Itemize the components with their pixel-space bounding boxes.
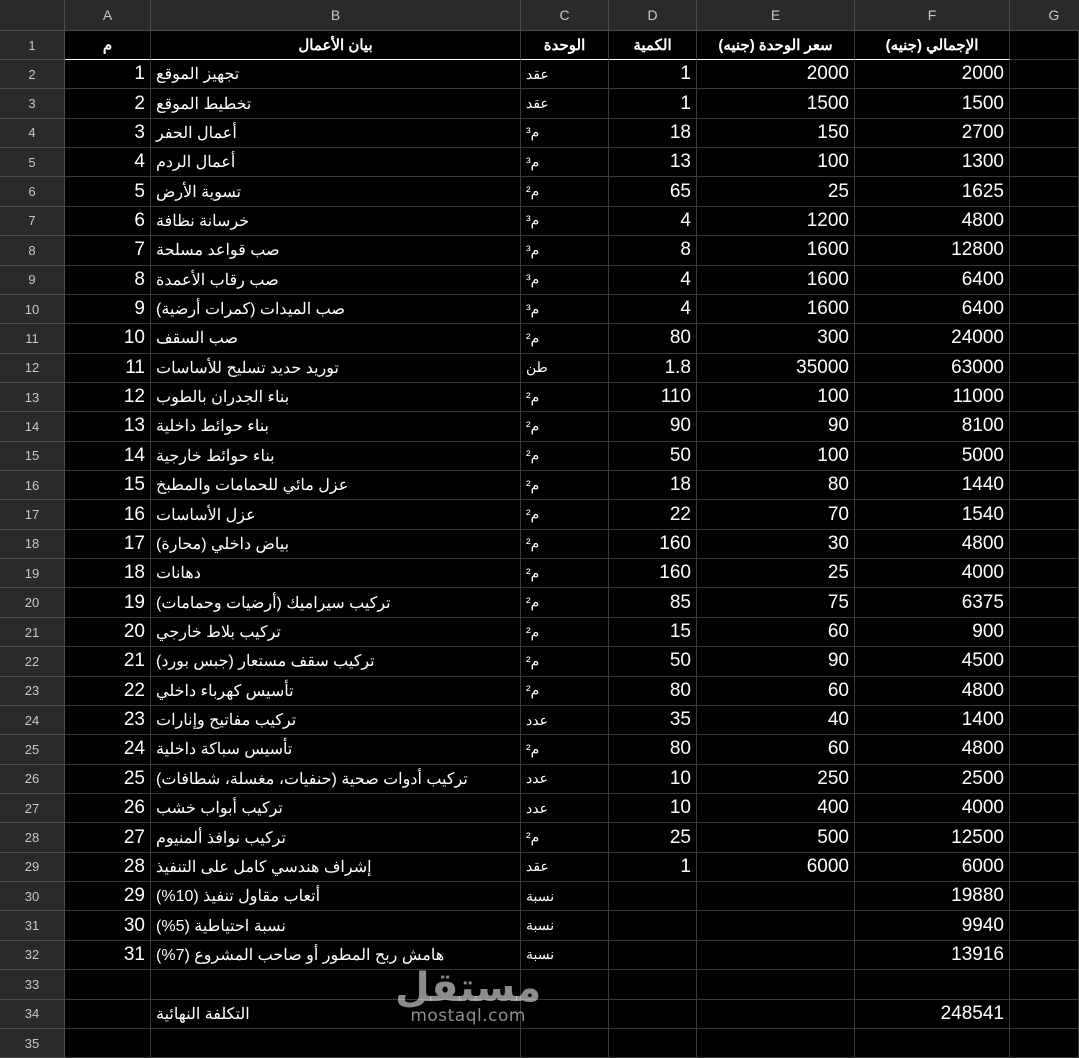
- row-header-22[interactable]: 22: [0, 647, 65, 676]
- item-quantity-cell[interactable]: 18: [609, 119, 697, 148]
- empty-cell-g[interactable]: [1010, 177, 1079, 206]
- item-quantity-cell[interactable]: 80: [609, 677, 697, 706]
- row-header-28[interactable]: 28: [0, 823, 65, 852]
- item-description-cell[interactable]: بناء حوائط خارجية: [151, 442, 521, 471]
- item-description-cell[interactable]: تركيب سقف مستعار (جبس بورد): [151, 647, 521, 676]
- column-header-g[interactable]: G: [1010, 0, 1079, 31]
- item-unit-cell[interactable]: عدد: [521, 765, 609, 794]
- item-quantity-cell[interactable]: 160: [609, 530, 697, 559]
- item-total-cell[interactable]: 4500: [855, 647, 1010, 676]
- row-header-24[interactable]: 24: [0, 706, 65, 735]
- item-number-cell[interactable]: 21: [65, 647, 151, 676]
- row-header-6[interactable]: 6: [0, 177, 65, 206]
- item-unit-cell[interactable]: م²: [521, 471, 609, 500]
- item-number-cell[interactable]: 12: [65, 383, 151, 412]
- item-number-cell[interactable]: 13: [65, 412, 151, 441]
- item-number-cell[interactable]: 24: [65, 735, 151, 764]
- item-unit-price-cell[interactable]: [697, 1000, 855, 1029]
- empty-cell-g[interactable]: [1010, 236, 1079, 265]
- item-quantity-cell[interactable]: 35: [609, 706, 697, 735]
- item-quantity-cell[interactable]: 1: [609, 60, 697, 89]
- item-unit-cell[interactable]: م²: [521, 324, 609, 353]
- item-total-cell[interactable]: 24000: [855, 324, 1010, 353]
- empty-cell-g[interactable]: [1010, 882, 1079, 911]
- item-total-cell[interactable]: 4800: [855, 530, 1010, 559]
- item-total-cell[interactable]: 4800: [855, 735, 1010, 764]
- item-description-cell[interactable]: تسوية الأرض: [151, 177, 521, 206]
- item-total-cell[interactable]: 6400: [855, 266, 1010, 295]
- item-description-cell[interactable]: صب رقاب الأعمدة: [151, 266, 521, 295]
- item-unit-cell[interactable]: [521, 1029, 609, 1058]
- empty-cell-g[interactable]: [1010, 735, 1079, 764]
- row-header-27[interactable]: 27: [0, 794, 65, 823]
- item-total-cell[interactable]: 2000: [855, 60, 1010, 89]
- item-total-cell[interactable]: 2500: [855, 765, 1010, 794]
- item-number-cell[interactable]: 22: [65, 677, 151, 706]
- item-unit-cell[interactable]: م²: [521, 647, 609, 676]
- item-unit-cell[interactable]: نسبة: [521, 911, 609, 940]
- item-number-cell[interactable]: 5: [65, 177, 151, 206]
- item-description-cell[interactable]: تجهيز الموقع: [151, 60, 521, 89]
- item-total-cell[interactable]: 2700: [855, 119, 1010, 148]
- item-total-cell[interactable]: 5000: [855, 442, 1010, 471]
- item-unit-cell[interactable]: م³: [521, 236, 609, 265]
- item-number-cell[interactable]: 16: [65, 500, 151, 529]
- item-quantity-cell[interactable]: 65: [609, 177, 697, 206]
- item-unit-price-cell[interactable]: 400: [697, 794, 855, 823]
- row-header-2[interactable]: 2: [0, 60, 65, 89]
- item-unit-price-cell[interactable]: [697, 941, 855, 970]
- row-header-3[interactable]: 3: [0, 89, 65, 118]
- item-unit-price-cell[interactable]: 30: [697, 530, 855, 559]
- item-unit-price-cell[interactable]: 100: [697, 148, 855, 177]
- item-quantity-cell[interactable]: 15: [609, 618, 697, 647]
- empty-cell-g[interactable]: [1010, 412, 1079, 441]
- item-number-cell[interactable]: 17: [65, 530, 151, 559]
- item-total-cell[interactable]: 900: [855, 618, 1010, 647]
- item-total-cell[interactable]: 13916: [855, 941, 1010, 970]
- row-header-8[interactable]: 8: [0, 236, 65, 265]
- item-quantity-cell[interactable]: 50: [609, 647, 697, 676]
- item-unit-price-cell[interactable]: 90: [697, 412, 855, 441]
- row-header-26[interactable]: 26: [0, 765, 65, 794]
- item-unit-cell[interactable]: م³: [521, 266, 609, 295]
- item-quantity-cell[interactable]: 4: [609, 207, 697, 236]
- item-description-cell[interactable]: أعمال الحفر: [151, 119, 521, 148]
- column-header-b[interactable]: B: [151, 0, 521, 31]
- item-number-cell[interactable]: 30: [65, 911, 151, 940]
- item-total-cell[interactable]: 248541: [855, 1000, 1010, 1029]
- item-unit-price-cell[interactable]: 60: [697, 677, 855, 706]
- item-unit-price-cell[interactable]: [697, 911, 855, 940]
- item-total-cell[interactable]: [855, 1029, 1010, 1058]
- item-unit-price-cell[interactable]: 1600: [697, 236, 855, 265]
- item-number-cell[interactable]: 4: [65, 148, 151, 177]
- item-quantity-cell[interactable]: [609, 941, 697, 970]
- item-description-cell[interactable]: تأسيس سباكة داخلية: [151, 735, 521, 764]
- header-cell-d[interactable]: الكمية: [609, 31, 697, 60]
- item-description-cell[interactable]: صب الميدات (كمرات أرضية): [151, 295, 521, 324]
- item-number-cell[interactable]: [65, 970, 151, 999]
- item-total-cell[interactable]: 1500: [855, 89, 1010, 118]
- item-total-cell[interactable]: [855, 970, 1010, 999]
- item-number-cell[interactable]: 31: [65, 941, 151, 970]
- item-quantity-cell[interactable]: 85: [609, 588, 697, 617]
- item-description-cell[interactable]: هامش ربح المطور أو صاحب المشروع (7%): [151, 941, 521, 970]
- empty-cell-g[interactable]: [1010, 588, 1079, 617]
- item-description-cell[interactable]: تركيب أدوات صحية (حنفيات، مغسلة، شطافات): [151, 765, 521, 794]
- item-number-cell[interactable]: 6: [65, 207, 151, 236]
- item-total-cell[interactable]: 1540: [855, 500, 1010, 529]
- empty-cell-g[interactable]: [1010, 823, 1079, 852]
- item-total-cell[interactable]: 9940: [855, 911, 1010, 940]
- item-quantity-cell[interactable]: 1: [609, 89, 697, 118]
- item-number-cell[interactable]: 11: [65, 354, 151, 383]
- item-number-cell[interactable]: 7: [65, 236, 151, 265]
- watermark-arabic: مستقل: [395, 965, 542, 1011]
- item-unit-cell[interactable]: م²: [521, 735, 609, 764]
- item-quantity-cell[interactable]: [609, 1029, 697, 1058]
- item-total-cell[interactable]: 1440: [855, 471, 1010, 500]
- item-unit-cell[interactable]: [521, 1000, 609, 1029]
- item-number-cell[interactable]: 15: [65, 471, 151, 500]
- empty-cell-g[interactable]: [1010, 266, 1079, 295]
- cell-g1[interactable]: [1010, 31, 1079, 60]
- row-header-17[interactable]: 17: [0, 500, 65, 529]
- item-number-cell[interactable]: 19: [65, 588, 151, 617]
- row-header-5[interactable]: 5: [0, 148, 65, 177]
- item-description-cell[interactable]: صب قواعد مسلحة: [151, 236, 521, 265]
- item-unit-cell[interactable]: عقد: [521, 60, 609, 89]
- header-cell-a[interactable]: م: [65, 31, 151, 60]
- empty-cell-g[interactable]: [1010, 60, 1079, 89]
- item-unit-cell[interactable]: م²: [521, 559, 609, 588]
- item-unit-cell[interactable]: م²: [521, 412, 609, 441]
- item-quantity-cell[interactable]: 90: [609, 412, 697, 441]
- item-description-cell[interactable]: تركيب أبواب خشب: [151, 794, 521, 823]
- item-unit-price-cell[interactable]: 6000: [697, 853, 855, 882]
- item-description-cell[interactable]: عزل الأساسات: [151, 500, 521, 529]
- row-header-1[interactable]: 1: [0, 31, 65, 60]
- item-description-cell[interactable]: تركيب بلاط خارجي: [151, 618, 521, 647]
- row-header-35[interactable]: 35: [0, 1029, 65, 1058]
- item-quantity-cell[interactable]: [609, 1000, 697, 1029]
- item-number-cell[interactable]: 20: [65, 618, 151, 647]
- item-quantity-cell[interactable]: 25: [609, 823, 697, 852]
- item-quantity-cell[interactable]: 4: [609, 295, 697, 324]
- item-unit-cell[interactable]: م³: [521, 148, 609, 177]
- item-total-cell[interactable]: 1625: [855, 177, 1010, 206]
- row-header-34[interactable]: 34: [0, 1000, 65, 1029]
- row-header-29[interactable]: 29: [0, 853, 65, 882]
- item-number-cell[interactable]: 27: [65, 823, 151, 852]
- empty-cell-g[interactable]: [1010, 530, 1079, 559]
- item-unit-cell[interactable]: م³: [521, 207, 609, 236]
- item-number-cell[interactable]: 10: [65, 324, 151, 353]
- item-quantity-cell[interactable]: 8: [609, 236, 697, 265]
- row-header-31[interactable]: 31: [0, 911, 65, 940]
- empty-cell-g[interactable]: [1010, 89, 1079, 118]
- item-number-cell[interactable]: 3: [65, 119, 151, 148]
- item-total-cell[interactable]: 4800: [855, 207, 1010, 236]
- item-total-cell[interactable]: 12800: [855, 236, 1010, 265]
- item-unit-cell[interactable]: عقد: [521, 89, 609, 118]
- item-unit-cell[interactable]: طن: [521, 354, 609, 383]
- item-total-cell[interactable]: 6375: [855, 588, 1010, 617]
- empty-cell-g[interactable]: [1010, 677, 1079, 706]
- row-header-16[interactable]: 16: [0, 471, 65, 500]
- item-unit-price-cell[interactable]: 1200: [697, 207, 855, 236]
- empty-cell-g[interactable]: [1010, 765, 1079, 794]
- empty-cell-g[interactable]: [1010, 383, 1079, 412]
- item-unit-cell[interactable]: م²: [521, 618, 609, 647]
- item-total-cell[interactable]: 4000: [855, 794, 1010, 823]
- row-header-19[interactable]: 19: [0, 559, 65, 588]
- item-description-cell[interactable]: [151, 1029, 521, 1058]
- item-quantity-cell[interactable]: 50: [609, 442, 697, 471]
- item-number-cell[interactable]: 29: [65, 882, 151, 911]
- row-header-30[interactable]: 30: [0, 882, 65, 911]
- item-number-cell[interactable]: 25: [65, 765, 151, 794]
- item-unit-price-cell[interactable]: [697, 970, 855, 999]
- item-description-cell[interactable]: خرسانة نظافة: [151, 207, 521, 236]
- item-total-cell[interactable]: 4800: [855, 677, 1010, 706]
- item-unit-price-cell[interactable]: 80: [697, 471, 855, 500]
- empty-cell-g[interactable]: [1010, 295, 1079, 324]
- item-quantity-cell[interactable]: 10: [609, 794, 697, 823]
- item-quantity-cell[interactable]: 80: [609, 324, 697, 353]
- item-unit-cell[interactable]: م²: [521, 530, 609, 559]
- empty-cell-g[interactable]: [1010, 941, 1079, 970]
- item-total-cell[interactable]: 1300: [855, 148, 1010, 177]
- item-unit-price-cell[interactable]: 90: [697, 647, 855, 676]
- item-number-cell[interactable]: 18: [65, 559, 151, 588]
- empty-cell-g[interactable]: [1010, 471, 1079, 500]
- item-total-cell[interactable]: 11000: [855, 383, 1010, 412]
- empty-cell-g[interactable]: [1010, 794, 1079, 823]
- item-total-cell[interactable]: 19880: [855, 882, 1010, 911]
- row-header-23[interactable]: 23: [0, 677, 65, 706]
- item-description-cell[interactable]: تركيب سيراميك (أرضيات وحمامات): [151, 588, 521, 617]
- item-number-cell[interactable]: 14: [65, 442, 151, 471]
- item-description-cell[interactable]: تركيب نوافذ ألمنيوم: [151, 823, 521, 852]
- item-number-cell[interactable]: 23: [65, 706, 151, 735]
- item-total-cell[interactable]: 12500: [855, 823, 1010, 852]
- empty-cell-g[interactable]: [1010, 207, 1079, 236]
- row-header-9[interactable]: 9: [0, 266, 65, 295]
- item-number-cell[interactable]: 28: [65, 853, 151, 882]
- item-quantity-cell[interactable]: [609, 882, 697, 911]
- header-cell-b[interactable]: بيان الأعمال: [151, 31, 521, 60]
- item-description-cell[interactable]: دهانات: [151, 559, 521, 588]
- item-quantity-cell[interactable]: 80: [609, 735, 697, 764]
- header-cell-c[interactable]: الوحدة: [521, 31, 609, 60]
- item-description-cell[interactable]: تأسيس كهرباء داخلي: [151, 677, 521, 706]
- item-number-cell[interactable]: [65, 1000, 151, 1029]
- row-header-18[interactable]: 18: [0, 530, 65, 559]
- item-unit-price-cell[interactable]: 1600: [697, 266, 855, 295]
- empty-cell-g[interactable]: [1010, 442, 1079, 471]
- item-total-cell[interactable]: 4000: [855, 559, 1010, 588]
- item-unit-price-cell[interactable]: 500: [697, 823, 855, 852]
- header-cell-e[interactable]: سعر الوحدة (جنيه): [697, 31, 855, 60]
- empty-cell-g[interactable]: [1010, 324, 1079, 353]
- item-description-cell[interactable]: نسبة احتياطية (5%): [151, 911, 521, 940]
- item-description-cell[interactable]: تخطيط الموقع: [151, 89, 521, 118]
- select-all-corner[interactable]: [0, 0, 65, 31]
- item-quantity-cell[interactable]: 1: [609, 853, 697, 882]
- row-header-20[interactable]: 20: [0, 588, 65, 617]
- item-description-cell[interactable]: أعمال الردم: [151, 148, 521, 177]
- item-unit-cell[interactable]: م²: [521, 823, 609, 852]
- row-header-13[interactable]: 13: [0, 383, 65, 412]
- item-number-cell[interactable]: 1: [65, 60, 151, 89]
- item-unit-price-cell[interactable]: 40: [697, 706, 855, 735]
- item-number-cell[interactable]: 9: [65, 295, 151, 324]
- empty-cell-g[interactable]: [1010, 970, 1079, 999]
- row-header-7[interactable]: 7: [0, 207, 65, 236]
- empty-cell-g[interactable]: [1010, 618, 1079, 647]
- row-header-33[interactable]: 33: [0, 970, 65, 999]
- item-unit-cell[interactable]: م²: [521, 588, 609, 617]
- item-quantity-cell[interactable]: 13: [609, 148, 697, 177]
- item-unit-price-cell[interactable]: [697, 1029, 855, 1058]
- empty-cell-g[interactable]: [1010, 911, 1079, 940]
- item-unit-cell[interactable]: م³: [521, 119, 609, 148]
- item-description-cell[interactable]: بياض داخلي (محارة): [151, 530, 521, 559]
- item-unit-price-cell[interactable]: 60: [697, 618, 855, 647]
- empty-cell-g[interactable]: [1010, 148, 1079, 177]
- item-unit-cell[interactable]: م²: [521, 383, 609, 412]
- item-unit-cell[interactable]: عدد: [521, 706, 609, 735]
- item-unit-price-cell[interactable]: 70: [697, 500, 855, 529]
- item-unit-price-cell[interactable]: 300: [697, 324, 855, 353]
- item-total-cell[interactable]: 8100: [855, 412, 1010, 441]
- item-description-cell[interactable]: صب السقف: [151, 324, 521, 353]
- item-unit-price-cell[interactable]: 100: [697, 442, 855, 471]
- item-unit-cell[interactable]: م²: [521, 500, 609, 529]
- item-quantity-cell[interactable]: 22: [609, 500, 697, 529]
- item-description-cell[interactable]: بناء حوائط داخلية: [151, 412, 521, 441]
- item-unit-cell[interactable]: نسبة: [521, 882, 609, 911]
- item-unit-price-cell[interactable]: 60: [697, 735, 855, 764]
- item-unit-cell[interactable]: م²: [521, 442, 609, 471]
- row-header-4[interactable]: 4: [0, 119, 65, 148]
- item-quantity-cell[interactable]: 4: [609, 266, 697, 295]
- item-quantity-cell[interactable]: 160: [609, 559, 697, 588]
- item-unit-price-cell[interactable]: [697, 882, 855, 911]
- item-unit-price-cell[interactable]: 100: [697, 383, 855, 412]
- empty-cell-g[interactable]: [1010, 853, 1079, 882]
- item-unit-price-cell[interactable]: 25: [697, 559, 855, 588]
- item-unit-price-cell[interactable]: 150: [697, 119, 855, 148]
- empty-cell-g[interactable]: [1010, 354, 1079, 383]
- header-cell-f[interactable]: الإجمالي (جنيه): [855, 31, 1010, 60]
- item-number-cell[interactable]: [65, 1029, 151, 1058]
- empty-cell-g[interactable]: [1010, 1029, 1079, 1058]
- row-header-14[interactable]: 14: [0, 412, 65, 441]
- column-header-d[interactable]: D: [609, 0, 697, 31]
- row-header-12[interactable]: 12: [0, 354, 65, 383]
- item-unit-cell[interactable]: عقد: [521, 853, 609, 882]
- item-description-cell[interactable]: توريد حديد تسليح للأساسات: [151, 354, 521, 383]
- item-unit-price-cell[interactable]: 75: [697, 588, 855, 617]
- watermark-latin: mostaql.com: [410, 1006, 526, 1026]
- column-header-e[interactable]: E: [697, 0, 855, 31]
- row-header-21[interactable]: 21: [0, 618, 65, 647]
- item-description-cell[interactable]: إشراف هندسي كامل على التنفيذ: [151, 853, 521, 882]
- item-unit-cell[interactable]: م²: [521, 677, 609, 706]
- empty-cell-g[interactable]: [1010, 706, 1079, 735]
- item-number-cell[interactable]: 8: [65, 266, 151, 295]
- item-unit-cell[interactable]: نسبة: [521, 941, 609, 970]
- item-description-cell[interactable]: أتعاب مقاول تنفيذ (10%): [151, 882, 521, 911]
- item-quantity-cell[interactable]: [609, 911, 697, 940]
- empty-cell-g[interactable]: [1010, 500, 1079, 529]
- item-description-cell[interactable]: تركيب مفاتيح وإنارات: [151, 706, 521, 735]
- item-number-cell[interactable]: 26: [65, 794, 151, 823]
- item-total-cell[interactable]: 6000: [855, 853, 1010, 882]
- column-header-c[interactable]: C: [521, 0, 609, 31]
- item-unit-cell[interactable]: عدد: [521, 794, 609, 823]
- empty-cell-g[interactable]: [1010, 1000, 1079, 1029]
- item-quantity-cell[interactable]: 1.8: [609, 354, 697, 383]
- empty-cell-g[interactable]: [1010, 647, 1079, 676]
- row-header-15[interactable]: 15: [0, 442, 65, 471]
- item-description-cell[interactable]: التكلفة النهائية: [151, 1000, 521, 1029]
- item-total-cell[interactable]: 6400: [855, 295, 1010, 324]
- row-header-10[interactable]: 10: [0, 295, 65, 324]
- item-description-cell[interactable]: عزل مائي للحمامات والمطبخ: [151, 471, 521, 500]
- item-description-cell[interactable]: بناء الجدران بالطوب: [151, 383, 521, 412]
- empty-cell-g[interactable]: [1010, 119, 1079, 148]
- item-quantity-cell[interactable]: [609, 970, 697, 999]
- empty-cell-g[interactable]: [1010, 559, 1079, 588]
- row-header-32[interactable]: 32: [0, 941, 65, 970]
- item-unit-cell[interactable]: [521, 970, 609, 999]
- item-description-cell[interactable]: [151, 970, 521, 999]
- column-header-a[interactable]: A: [65, 0, 151, 31]
- column-header-f[interactable]: F: [855, 0, 1010, 31]
- item-unit-price-cell[interactable]: 1600: [697, 295, 855, 324]
- item-unit-price-cell[interactable]: 1500: [697, 89, 855, 118]
- item-unit-price-cell[interactable]: 35000: [697, 354, 855, 383]
- row-header-25[interactable]: 25: [0, 735, 65, 764]
- item-unit-cell[interactable]: م³: [521, 295, 609, 324]
- item-unit-price-cell[interactable]: 250: [697, 765, 855, 794]
- item-unit-price-cell[interactable]: 2000: [697, 60, 855, 89]
- item-number-cell[interactable]: 2: [65, 89, 151, 118]
- item-unit-cell[interactable]: م²: [521, 177, 609, 206]
- item-quantity-cell[interactable]: 10: [609, 765, 697, 794]
- item-total-cell[interactable]: 63000: [855, 354, 1010, 383]
- item-unit-price-cell[interactable]: 25: [697, 177, 855, 206]
- item-quantity-cell[interactable]: 18: [609, 471, 697, 500]
- row-header-11[interactable]: 11: [0, 324, 65, 353]
- item-total-cell[interactable]: 1400: [855, 706, 1010, 735]
- item-quantity-cell[interactable]: 110: [609, 383, 697, 412]
